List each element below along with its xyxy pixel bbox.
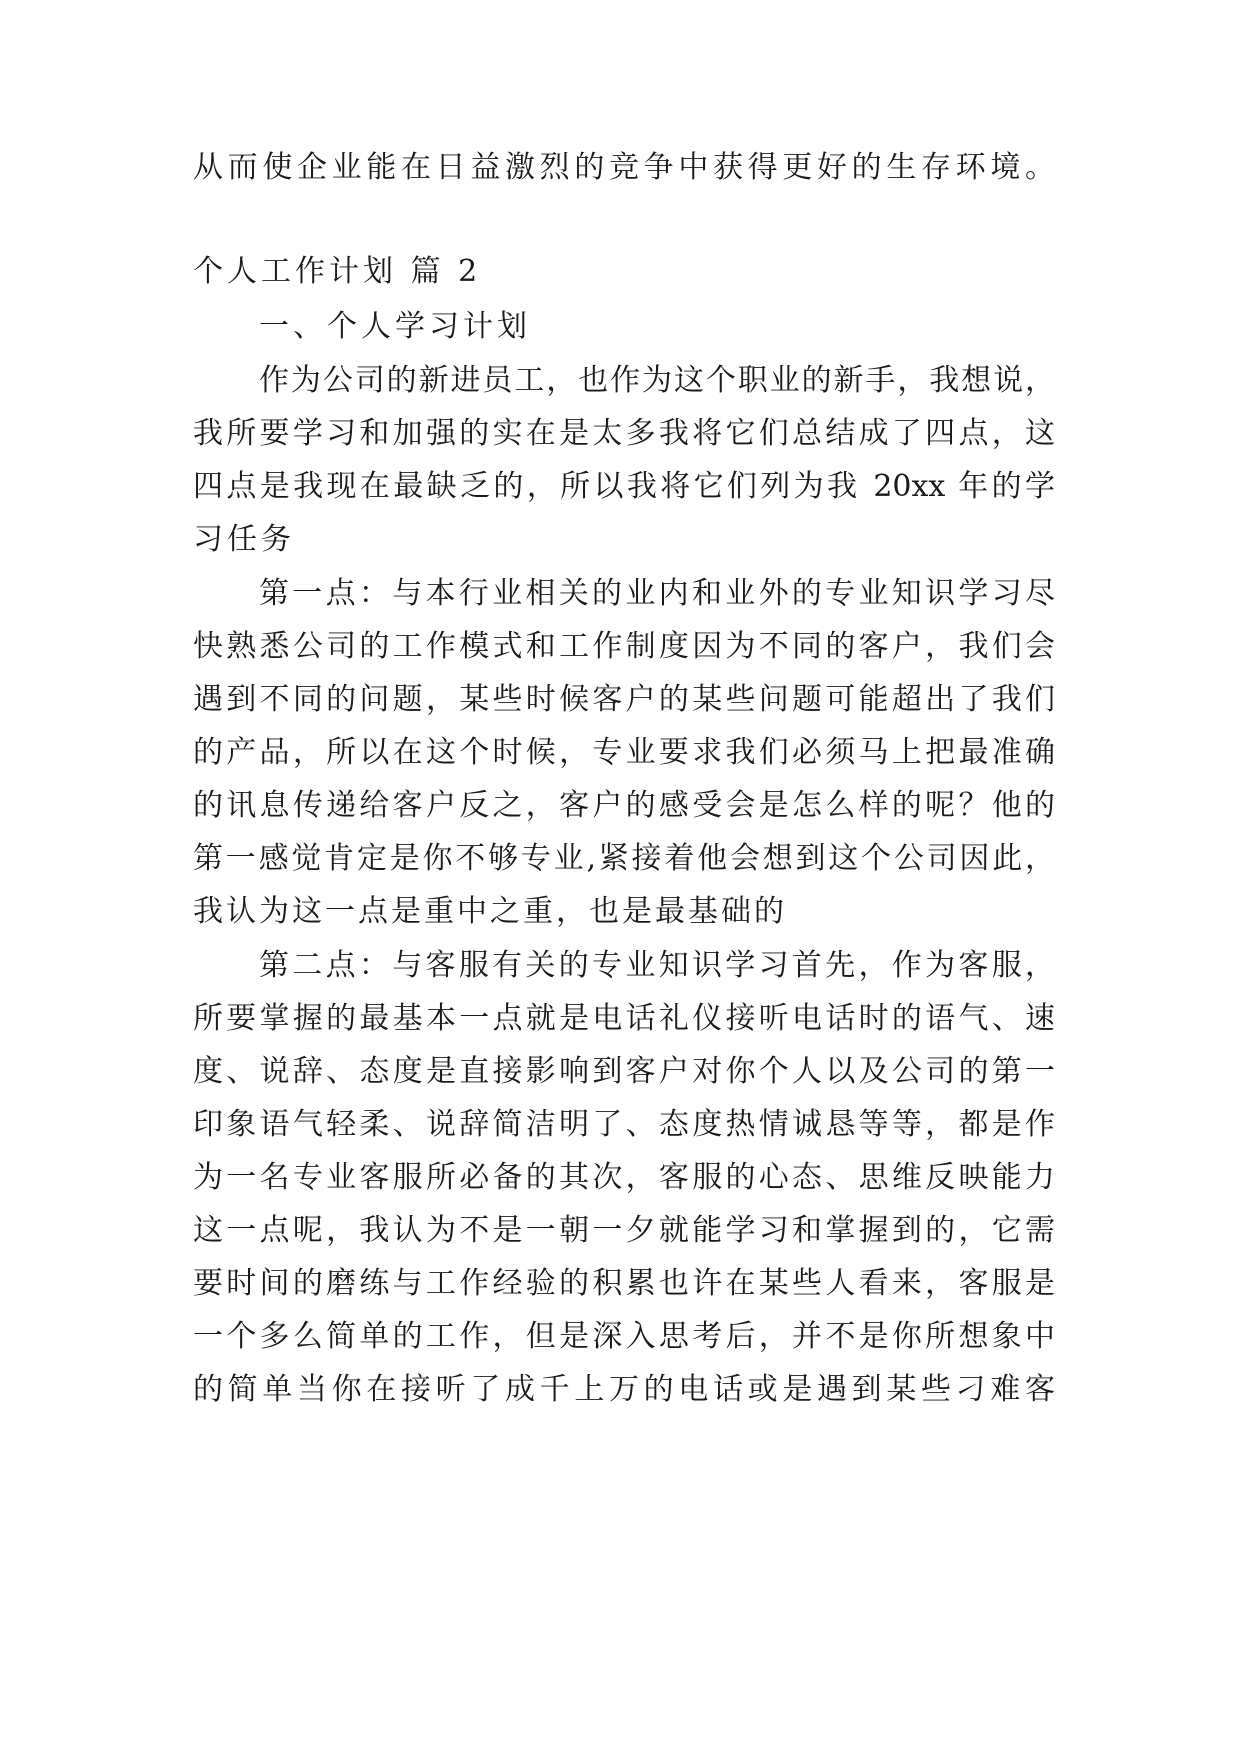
subsection-heading: 一、个人学习计划 [259,309,531,344]
text-line-4: 作为公司的新进员工，也作为这个职业的新手，我想说， [259,363,1055,398]
text-line-17: 度、说辞、态度是直接影响到客户对你个人以及公司的第一 [193,1054,1055,1089]
text-line-22: 一个多么简单的工作，但是深入思考后，并不是你所想象中 [193,1319,1055,1354]
text-line-9: 快熟悉公司的工作模式和工作制度因为不同的客户，我们会 [193,629,1055,664]
text-line-23: 的简单当你在接听了成千上万的电话或是遇到某些刁难客 [193,1372,1055,1407]
text-line-21: 要时间的磨练与工作经验的积累也许在某些人看来，客服是 [193,1266,1055,1301]
text-line-16: 所要掌握的最基本一点就是电话礼仪接听电话时的语气、速 [193,1001,1055,1036]
text-line-10: 遇到不同的问题，某些时候客户的某些问题可能超出了我们 [193,682,1055,717]
document-page [193,0,1055,1754]
text-line-18: 印象语气轻柔、说辞简洁明了、态度热情诚恳等等，都是作 [193,1107,1055,1142]
text-line-13: 第一感觉肯定是你不够专业,紧接着他会想到这个公司因此， [193,841,1055,876]
text-line-12: 的讯息传递给客户反之，客户的感受会是怎么样的呢？他的 [193,788,1055,823]
section-heading: 个人工作计划 篇 2 [193,254,482,289]
text-line-1: 从而使企业能在日益激烈的竞争中获得更好的生存环境。 [193,150,1055,185]
text-line-14: 我认为这一点是重中之重，也是最基础的 [193,894,787,929]
text-line-5: 我所要学习和加强的实在是太多我将它们总结成了四点，这 [193,416,1055,451]
text-line-11: 的产品，所以在这个时候，专业要求我们必须马上把最准确 [193,735,1055,770]
text-line-15: 第二点：与客服有关的专业知识学习首先，作为客服， [259,948,1055,983]
text-line-7: 习任务 [193,522,295,557]
text-line-20: 这一点呢，我认为不是一朝一夕就能学习和掌握到的，它需 [193,1213,1055,1248]
text-line-19: 为一名专业客服所必备的其次，客服的心态、思维反映能力 [193,1160,1055,1195]
text-line-8: 第一点：与本行业相关的业内和业外的专业知识学习尽 [259,576,1055,611]
text-line-6: 四点是我现在最缺乏的，所以我将它们列为我 20xx 年的学 [193,469,1055,504]
